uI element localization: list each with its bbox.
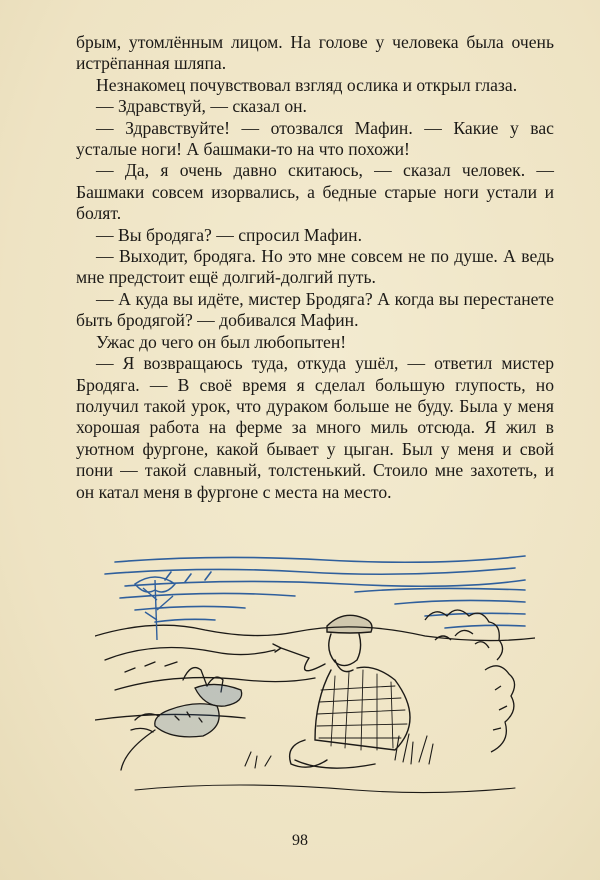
- donkey-ear: [183, 668, 207, 686]
- paragraph-3: — Здравствуй, — сказал он.: [96, 96, 307, 117]
- grass: [135, 734, 515, 793]
- head: [329, 634, 361, 666]
- boot: [290, 740, 327, 767]
- paragraph-7: — Выходит, бродяга. Но это мне совсем не по душе. А ведь мне предстоит ещё долгий-долгий путь.: [76, 246, 554, 288]
- paragraph-4: — Здравствуйте! — отозвался Мафин. — Какие у вас усталые ноги! А башмаки-то на что похожи!: [76, 117, 554, 160]
- hill-line: [105, 648, 275, 661]
- pointing-arm: [273, 644, 309, 658]
- hat: [327, 615, 372, 633]
- donkey-figure: [121, 668, 242, 770]
- paragraph-8: — А куда вы идёте, мистер Бродяга? А когда вы перестанете быть бродягой? — добивался Мафин.: [76, 288, 554, 331]
- coat-pattern: [317, 670, 407, 750]
- illustration-tramp-and-donkey: [95, 540, 535, 810]
- donkey-head: [195, 684, 242, 706]
- donkey-tail: [121, 730, 155, 770]
- page-number: 98: [292, 832, 308, 849]
- horizon-line: [95, 625, 535, 640]
- paragraph-9: Ужас до чего он был любопытен!: [96, 331, 347, 352]
- body-text: [76, 32, 554, 503]
- paragraph-10: — Я возвращаюсь туда, откуда ушёл, — ответил мистер Бродяга. — В своё время я сделал большую глупость, но получил такой урок, что дураком больше не буду. Была у меня хорошая работа на ферме за много миль отсюда. Я жил в уютном фургоне, какой бывает у цыган. Был у меня и свой пони — такой славный, толстенький. Стоило мне захотеть, и он катал меня в фургоне с места на место.: [76, 353, 554, 502]
- donkey-body: [155, 704, 219, 737]
- paragraph-5: — Да, я очень давно скитаюсь, — сказал человек. — Башмаки совсем изорвались, а бедные старые ноги устали и болят.: [76, 160, 554, 224]
- sky-hatching: [105, 556, 525, 628]
- tramp-figure: [273, 615, 410, 768]
- bushes-right: [425, 610, 515, 752]
- paragraph-2: Незнакомец почувствовал взгляд ослика и открыл глаза.: [96, 74, 518, 95]
- paragraph-1: брым, утомлённым лицом. На голове у человека была очень истрёпанная шляпа.: [76, 32, 554, 74]
- paragraph-6: — Вы бродяга? — спросил Мафин.: [96, 224, 362, 245]
